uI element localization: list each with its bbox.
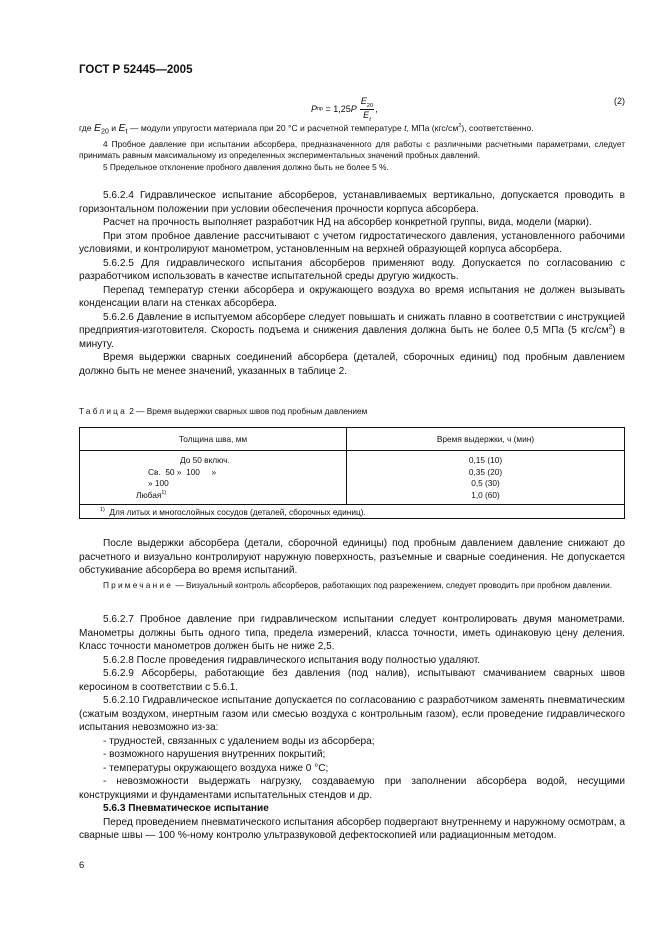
formula-p: P xyxy=(350,104,357,115)
formula-fraction xyxy=(360,96,375,123)
paragraph: 5.6.2.5 Для гидравлического испытания абсорберов применяют воду. Допускается по согласованию с разработчиком использовать в качестве испытательной среды другую жидкость. xyxy=(79,257,625,282)
paragraph-5626: 5.6.2.6 Давление в испытуемом абсорбере следует повышать и снижать плавно в соответствии с инструкцией предприятия-изготовителя. Скорость подъема и снижения давления должна быть не более 0,5 МПа (5 кгс/$см^2$) в минуту. xyxy=(79,311,626,350)
table-footnote: $^{1)}$ Для литых и многослойных сосудов (деталей, сборочных единиц). xyxy=(80,505,625,519)
formula-eq: = 1,25 xyxy=(322,104,351,115)
paragraph: Расчет на прочность выполняет разработчик НД на абсорбер конкретной группы, вида, модели (марки). xyxy=(103,217,592,228)
section-5627-563 xyxy=(79,613,625,843)
paragraph: При этом пробное давление рассчитывают с учетом гидростатического давления, установленного рабочими условиями, и контролируют манометром, установленным на верхней образующей корпуса абсорбера. xyxy=(79,230,625,255)
equation-number: (2) xyxy=(614,96,625,106)
paragraph: 5.6.2.10 Гидравлическое испытание допускается по согласованию с разработчиком заменять пневматическим (сжатым воздухом, инертным газом или смесью воздуха с контрольным газом), если проведение гидравлического испытания невозможно из-за: xyxy=(79,695,625,733)
note-4: 4 Пробное давление при испытании абсорбера, предназначенного для работы с различными расчетными параметрами, следует принимать равным максимальному из определенных экспериментальных значений пробных давлений. xyxy=(79,138,625,161)
formula-num: E xyxy=(360,96,367,106)
paragraph: 5.6.2.4 Гидравлическое испытание абсорберов, устанавливаемых вертикально, допускается проводить в горизонтальном положении при условии обеспечения прочности корпуса абсорбера. xyxy=(79,190,625,215)
paragraph: Перепад температур стенки абсорбера и окружающего воздуха во время испытания не должен вызывать конденсации влаги на стенках абсорбера. xyxy=(79,284,625,309)
paragraph: 5.6.2.7 Пробное давление при гидравлическом испытании следует контролировать двумя манометрами. Манометры должны быть одного типа, предела измерений, класса точности, иметь одинаковую цену деления. Класс точности манометров должен быть не ниже 2,5. xyxy=(79,614,625,652)
formula-num-sub: 20 xyxy=(366,102,374,109)
formula-den-sub: t xyxy=(369,116,371,123)
formula-lhs-sub: пр xyxy=(317,106,323,113)
formula-tail: , xyxy=(375,104,378,115)
paragraph: Перед проведением пневматического испытания абсорбер подвергают внутреннему и наружному осмотрам, а сварные швы — 100 %-ному контролю ультразвуковой дефектоскопией или радиационным методом. xyxy=(79,816,625,841)
table-row-time: 1,0 (60) xyxy=(471,489,500,500)
paragraph: Время выдержки сварных соединений абсорбера (деталей, сборочных единиц) под пробным давлением должно быть не менее значений, указанных в таблице 2. xyxy=(79,352,625,377)
paragraph: 5.6.2.8 После проведения гидравлического испытания воду полностью удаляют. xyxy=(103,654,481,666)
paragraph-after-table xyxy=(79,537,625,578)
column-header: Время выдержки, ч (мин) xyxy=(347,428,625,451)
table-caption: Таблица 2 — Время выдержки сварных швов под пробным давлением xyxy=(79,406,368,416)
table-row-time: 0,35 (20) xyxy=(468,466,503,477)
paragraph: 5.6.2.9 Абсорберы, работающие без давления (под налив), испытывают смачиванием сварных швов керосином в соответствии с 5.6.1. xyxy=(79,668,625,693)
formula-lhs: P xyxy=(311,104,318,115)
bullet-item: - трудностей, связанных с удалением воды из абсорбера; xyxy=(103,735,375,747)
bullet-item: - возможного нарушения внутренних покрытий; xyxy=(103,749,326,760)
note-label: Примечание xyxy=(103,580,174,590)
bullet-item: - температуры окружающего воздуха ниже 0 °С; xyxy=(103,762,329,774)
section-heading-563: 5.6.3 Пневматическое испытание xyxy=(103,803,269,814)
note-text: — Визуальный контроль абсорберов, работающих под разрежением, следует проводить при пробном давлении. xyxy=(173,580,613,590)
page-number: 6 xyxy=(79,860,85,871)
formula-2 xyxy=(79,92,625,126)
table-row-time: 0,15 (10) xyxy=(468,455,503,465)
formula-den: E xyxy=(363,109,370,120)
table-2 xyxy=(79,427,625,519)
where-line: где $E_{20}$ и $E_t$ — модули упругости материала при 20 °С и расчетной температуре t, МПа $(кгс/см^2)$, соответственно. xyxy=(79,122,534,136)
thickness-cell xyxy=(80,451,347,505)
table-row-time: 0,5 (30) xyxy=(471,478,500,489)
document-header: ГОСТ Р 52445—2005 xyxy=(79,64,193,76)
formula-expression xyxy=(311,96,378,123)
section-5624-5626 xyxy=(79,189,625,378)
note-5: 5 Предельное отклонение пробного давления должно быть не более 5 %. xyxy=(103,162,389,173)
column-header: Толщина шва, мм xyxy=(80,428,347,451)
table-row-thickness: » 100 xyxy=(148,478,169,489)
bullet-item: - невозможности выдержать нагрузку, создаваемую при заполнении абсорбера водой, несущими конструкциями и фундаментами испытательных стендов и др. xyxy=(79,776,625,801)
table-row-thickness: Любая$^{1)}$ xyxy=(136,489,167,500)
note-block xyxy=(79,580,625,592)
time-cell xyxy=(347,451,625,505)
paragraph: После выдержки абсорбера (детали, сборочной единицы) под пробным давлением давление снижают до расчетного и визуально контролируют наружную поверхность, разъемные и сварные соединения. Не допускается обстукивание абсорбера во время испытаний. xyxy=(79,538,625,576)
table-row-thickness: Св. 50 » 100 » xyxy=(148,466,217,477)
notes-block xyxy=(79,123,625,174)
table-row-thickness: До 50 включ. xyxy=(180,455,230,465)
